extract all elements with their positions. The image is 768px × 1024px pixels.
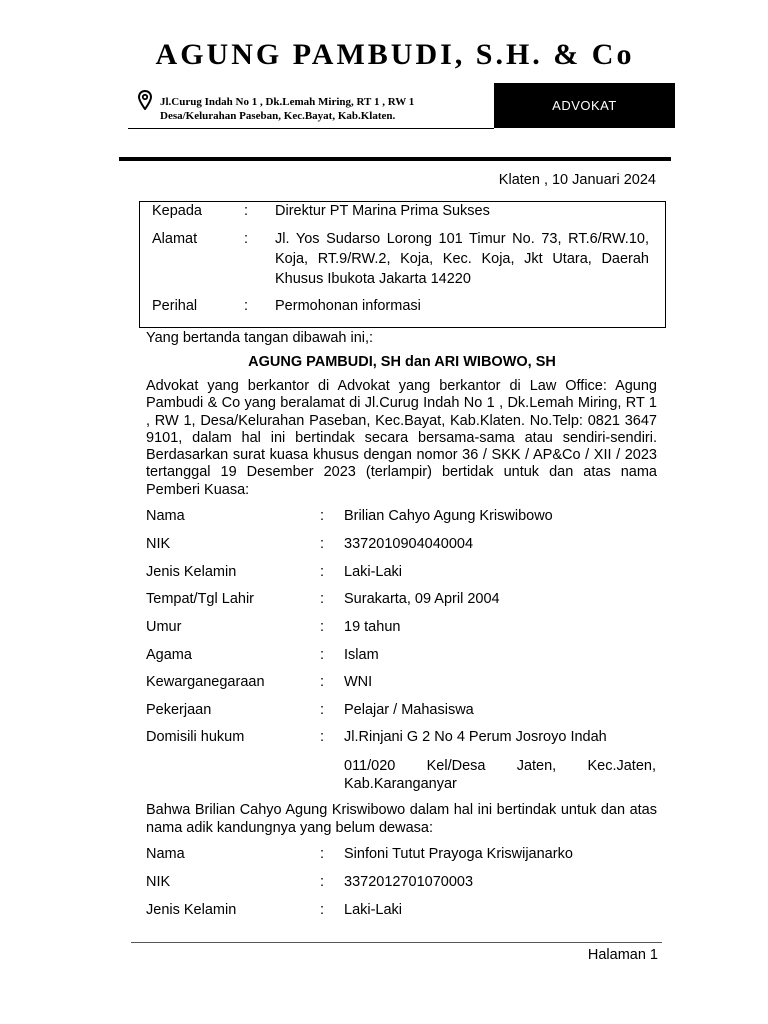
advokat-badge: ADVOKAT	[494, 83, 675, 128]
field-value: Sinfoni Tutut Prayoga Kriswijanarko	[344, 846, 573, 862]
intro-text: Yang bertanda tangan dibawah ini,:	[146, 330, 374, 346]
field-colon: :	[320, 647, 325, 663]
page-number: Halaman 1	[587, 947, 658, 963]
address-line-2: Desa/Kelurahan Paseban, Kec.Bayat, Kab.Klaten.	[160, 110, 396, 122]
signatories: AGUNG PAMBUDI, SH dan ARI WIBOWO, SH	[248, 354, 556, 370]
field-label: NIK	[146, 874, 171, 890]
field-colon: :	[320, 536, 325, 552]
paragraph-1: Advokat yang berkantor di Advokat yang berkantor di Law Office: Agung Pambudi & Co yang beralamat di Jl.Curug Indah No 1 , Dk.Lemah Miring, RT 1 , RW 1, Desa/Kelurahan Paseban, Kec.Bayat, Kab.Klaten. No.Telp: 0821 3647 9101, dalam hal ini bertindak secara bersama-sama atau sendiri-sendiri. Berdasarkan surat kuasa khusus dengan nomor 36 / SKK / AP&Co / XII / 2023 tertanggal 19 Desember 2023 (terlampir) bertidak untuk dan atas nama Pemberi Kuasa:	[146, 378, 657, 498]
field-label: Jenis Kelamin	[146, 564, 237, 580]
field-label: NIK	[146, 536, 171, 552]
field-value: WNI	[344, 674, 373, 690]
perihal-value: Permohonan informasi	[275, 298, 421, 314]
perihal-label: Perihal	[152, 298, 198, 314]
field-value: Jl.Rinjani G 2 No 4 Perum Josroyo Indah	[344, 729, 607, 745]
address-underline	[128, 128, 494, 129]
field-colon: :	[320, 564, 325, 580]
kepada-colon: :	[244, 203, 249, 219]
field-label: Domisili hukum	[146, 729, 245, 745]
field-label: Pekerjaan	[146, 702, 212, 718]
perihal-colon: :	[244, 298, 249, 314]
field-label: Nama	[146, 846, 185, 862]
field-label: Nama	[146, 508, 185, 524]
domisili-continued: 011/020 Kel/Desa Jaten, Kec.Jaten, Kab.Karanganyar	[344, 758, 656, 792]
field-label: Umur	[146, 619, 182, 635]
field-value: Brilian Cahyo Agung Kriswibowo	[344, 508, 553, 524]
kepada-value: Direktur PT Marina Prima Sukses	[275, 203, 490, 219]
field-value: Pelajar / Mahasiswa	[344, 702, 474, 718]
kepada-label: Kepada	[152, 203, 202, 219]
field-colon: :	[320, 846, 325, 862]
field-colon: :	[320, 702, 325, 718]
header-divider	[119, 157, 671, 161]
field-value: 3372012701070003	[344, 874, 474, 890]
alamat-colon: :	[244, 231, 249, 247]
alamat-value: Jl. Yos Sudarso Lorong 101 Timur No. 73, RT.6/RW.10, Koja, RT.9/RW.2, Koja, Kec. Koja, Jkt Utara, Daerah Khusus Ibukota Jakarta 14220	[275, 231, 649, 287]
letter-date: Klaten , 10 Januari 2024	[498, 172, 656, 188]
field-colon: :	[320, 674, 325, 690]
field-label: Tempat/Tgl Lahir	[146, 591, 254, 607]
field-colon: :	[320, 902, 325, 918]
field-label: Jenis Kelamin	[146, 902, 237, 918]
field-value: Laki-Laki	[344, 564, 403, 580]
field-value: 3372010904040004	[344, 536, 474, 552]
field-colon: :	[320, 619, 325, 635]
location-pin-icon	[138, 90, 152, 110]
field-value: Laki-Laki	[344, 902, 403, 918]
firm-name: AGUNG PAMBUDI, S.H. & Co	[155, 38, 635, 71]
field-value: 19 tahun	[344, 619, 401, 635]
field-colon: :	[320, 508, 325, 524]
field-colon: :	[320, 874, 325, 890]
field-colon: :	[320, 729, 325, 745]
paragraph-2: Bahwa Brilian Cahyo Agung Kriswibowo dalam hal ini bertindak untuk dan atas nama adik kandungnya yang belum dewasa:	[146, 802, 657, 836]
address-line-1: Jl.Curug Indah No 1 , Dk.Lemah Miring, RT 1 , RW 1	[160, 96, 415, 108]
field-value: Islam	[344, 647, 379, 663]
footer-divider	[131, 942, 662, 943]
field-colon: :	[320, 591, 325, 607]
field-label: Kewarganegaraan	[146, 674, 265, 690]
alamat-label: Alamat	[152, 231, 198, 247]
field-label: Agama	[146, 647, 192, 663]
field-value: Surakarta, 09 April 2004	[344, 591, 500, 607]
